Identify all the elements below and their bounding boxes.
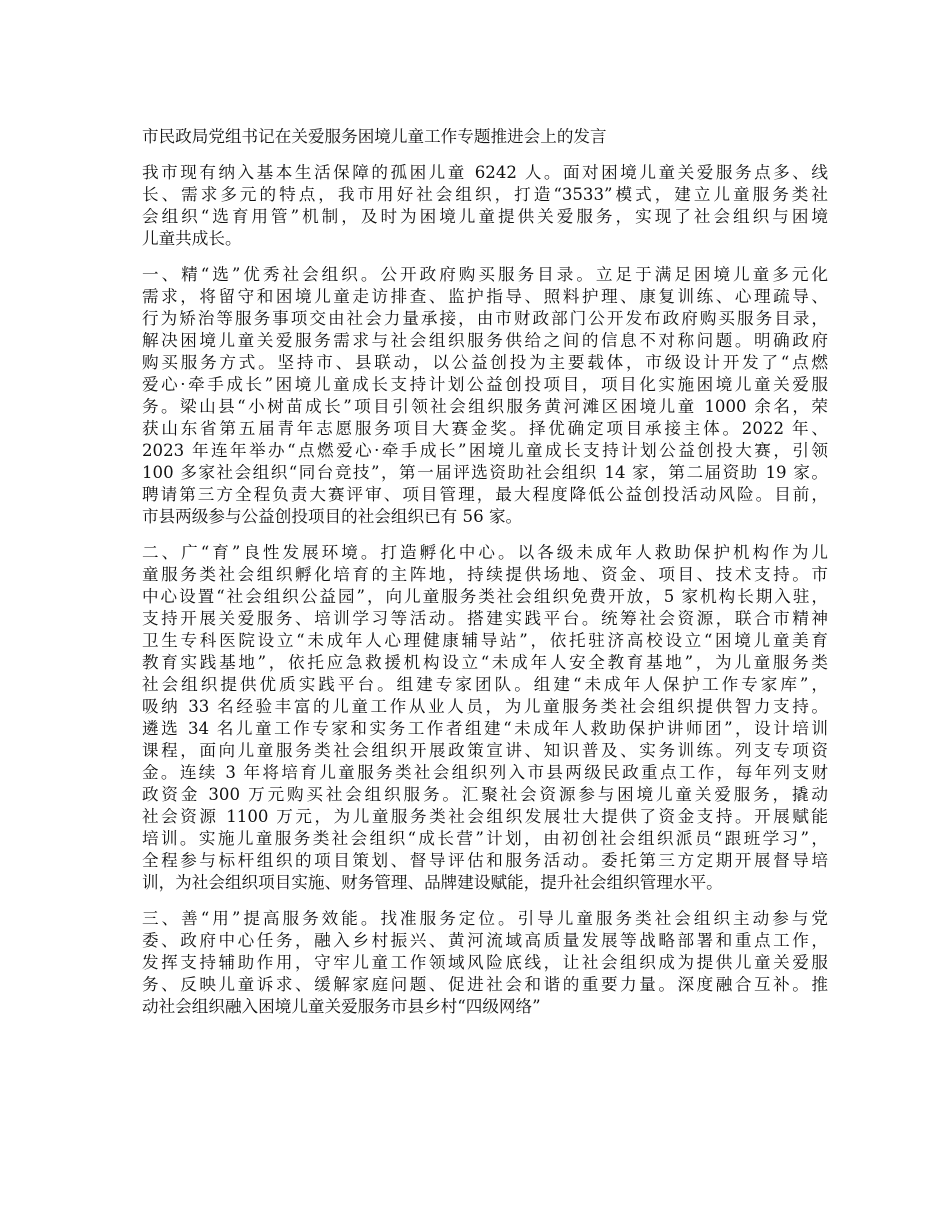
text-line: 卫生专科医院设立“未成年人心理健康辅导站”，依托驻济高校设立“困境儿童美育 [142,631,828,650]
text-line: 一、精“选”优秀社会组织。公开政府购买服务目录。立足于满足困境儿童多元化 [142,265,828,284]
text-line: 训，为社会组织项目实施、财务管理、品牌建设赋能，提升社会组织管理水平。 [142,873,723,892]
text-line: 解决困境儿童关爱服务需求与社会组织服务供给之间的信息不对称问题。明确政府 [142,331,828,350]
document-title: 市民政局党组书记在关爱服务困境儿童工作专题推进会上的发言 [142,127,607,146]
text-line: 我市现有纳入基本生活保障的孤困儿童 6242 人。面对困境儿童关爱服务点多、线 [142,163,828,182]
text-line: 三、善“用”提高服务效能。找准服务定位。引导儿童服务类社会组织主动参与党 [142,909,828,928]
text-line: 100 多家社会组织“同台竞技”，第一届评选资助社会组织 14 家，第二届资助 19 家。 [142,463,828,482]
text-line: 全程参与标杆组织的项目策划、督导评估和服务活动。委托第三方定期开展督导培 [142,851,828,870]
text-line: 会组织“选育用管”机制，及时为困境儿童提供关爱服务，实现了社会组织与困境 [142,207,828,226]
text-line: 培训。实施儿童服务类社会组织“成长营”计划，由初创社会组织派员“跟班学习”， [142,829,828,848]
text-line: 聘请第三方全程负责大赛评审、项目管理，最大程度降低公益创投活动风险。目前， [142,485,828,504]
text-line: 吸纳 33 名经验丰富的儿童工作从业人员，为儿童服务类社会组织提供智力支持。 [142,697,828,716]
text-line: 发挥支持辅助作用，守牢儿童工作领域风险底线，让社会组织成为提供儿童关爱服 [142,953,828,972]
text-line: 政资金 300 万元购买社会组织服务。汇聚社会资源参与困境儿童关爱服务，撬动 [142,785,828,804]
text-line: 课程，面向儿童服务类社会组织开展政策宣讲、知识普及、实务训练。列支专项资 [142,741,828,760]
text-line: 购买服务方式。坚持市、县联动，以公益创投为主要载体，市级设计开发了“点燃 [142,353,828,372]
text-line: 行为矫治等服务事项交由社会力量承接，由市财政部门公开发布政府购买服务目录， [142,309,828,328]
text-line: 务、反映儿童诉求、缓解家庭问题、促进社会和谐的重要力量。深度融合互补。推 [142,975,828,994]
text-line: 中心设置“社会组织公益园”，向儿童服务类社会组织免费开放，5 家机构长期入驻， [142,587,828,606]
paragraph [142,908,828,1018]
text-line: 动社会组织融入困境儿童关爱服务市县乡村“四级网络” [142,997,541,1016]
text-line: 委、政府中心任务，融入乡村振兴、黄河流域高质量发展等战略部署和重点工作， [142,931,828,950]
text-line: 2023 年连年举办“点燃爱心·牵手成长”困境儿童成长支持计划公益创投大赛，引领 [142,441,828,460]
text-line: 儿童共成长。 [142,229,242,248]
text-line: 金。连续 3 年将培育儿童服务类社会组织列入市县两级民政重点工作，每年列支财 [142,763,828,782]
text-line: 支持开展关爱服务、培训学习等活动。搭建实践平台。统筹社会资源，联合市精神 [142,609,828,628]
text-line: 社会资源 1100 万元，为儿童服务类社会组织发展壮大提供了资金支持。开展赋能 [142,807,828,826]
text-line: 教育实践基地”，依托应急救援机构设立“未成年人安全教育基地”，为儿童服务类 [142,653,828,672]
paragraph [142,162,828,250]
text-line: 长、需求多元的特点，我市用好社会组织，打造“3533”模式，建立儿童服务类社 [142,185,828,204]
document-body [142,162,828,1018]
text-line: 获山东省第五届青年志愿服务项目大赛金奖。择优确定项目承接主体。2022 年、 [142,419,828,438]
text-line: 市县两级参与公益创投项目的社会组织已有 56 家。 [142,507,523,526]
document-page [142,126,828,1032]
text-line: 务。梁山县“小树苗成长”项目引领社会组织服务黄河滩区困境儿童 1000 余名，荣 [142,397,828,416]
paragraph [142,542,828,894]
text-line: 需求，将留守和困境儿童走访排查、监护指导、照料护理、康复训练、心理疏导、 [142,287,828,306]
text-line: 遴选 34 名儿童工作专家和实务工作者组建“未成年人救助保护讲师团”，设计培训 [142,719,828,738]
paragraph [142,264,828,528]
text-line: 爱心·牵手成长”困境儿童成长支持计划公益创投项目，项目化实施困境儿童关爱服 [142,375,828,394]
text-line: 童服务类社会组织孵化培育的主阵地，持续提供场地、资金、项目、技术支持。市 [142,565,828,584]
text-line: 二、广“育”良性发展环境。打造孵化中心。以各级未成年人救助保护机构作为儿 [142,543,828,562]
text-line: 社会组织提供优质实践平台。组建专家团队。组建“未成年人保护工作专家库”， [142,675,828,694]
